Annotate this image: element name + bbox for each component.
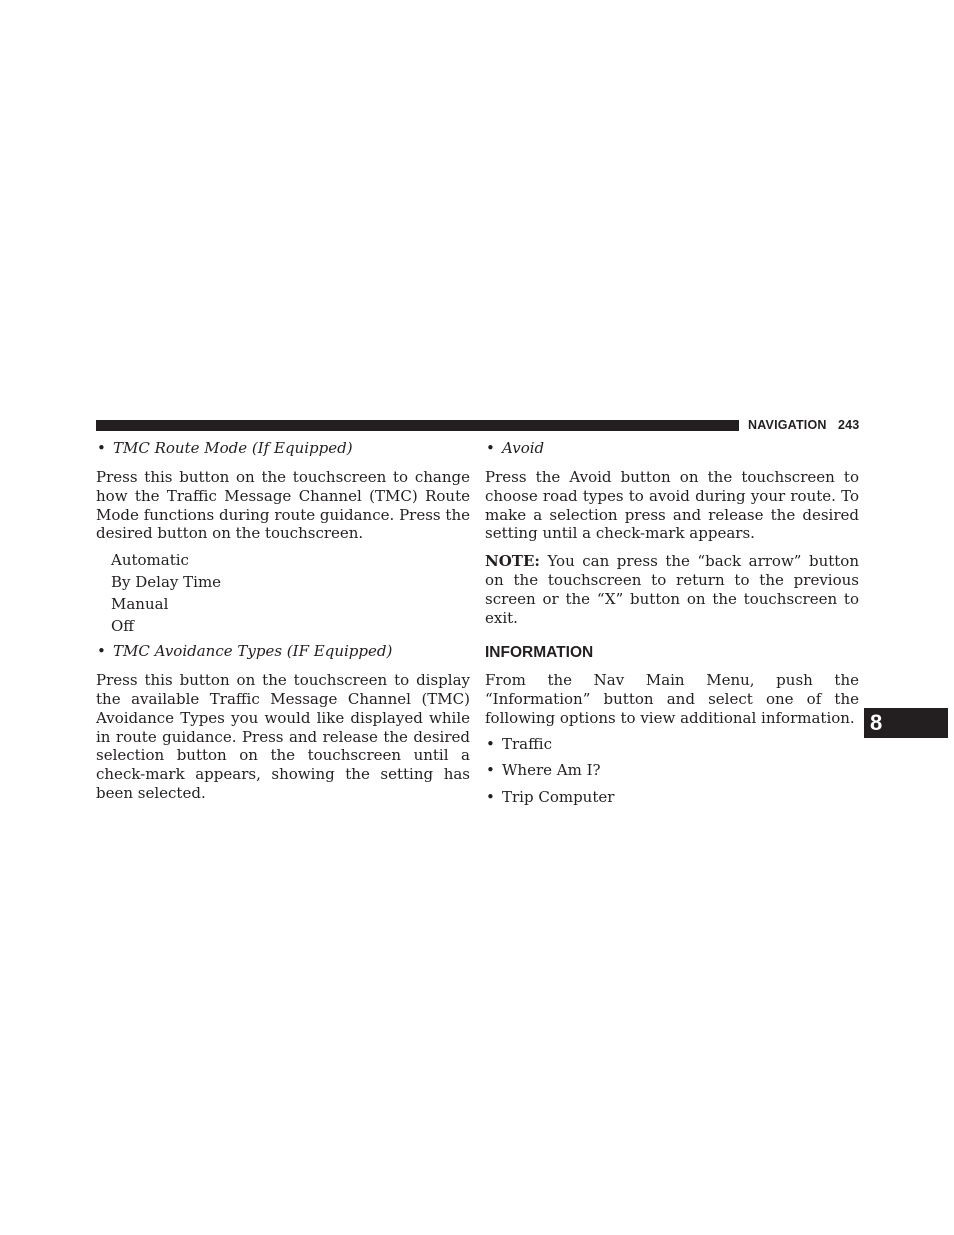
chapter-tab: 8 [864, 708, 948, 738]
route-option: Manual [111, 595, 169, 614]
route-option: Automatic [111, 551, 189, 570]
note-paragraph [485, 552, 859, 627]
route-option: Off [111, 617, 134, 636]
avoid-body: Press the Avoid button on the touchscreen to choose road types to avoid during your route. To make a selection press and release the desired setting until a check-mark appears. [485, 468, 859, 543]
list-item: • Where Am I? [485, 761, 859, 780]
avoid-heading: • Avoid [485, 439, 859, 458]
header-rule [96, 420, 739, 431]
information-heading: INFORMATION [485, 644, 594, 662]
route-mode-body: Press this button on the touchscreen to change how the Traffic Message Channel (TMC) Route Mode functions during route guidance. Press the desired button on the touchscreen. [96, 468, 470, 543]
route-option: By Delay Time [111, 573, 222, 592]
information-body: From the Nav Main Menu, push the “Information” button and select one of the following options to view additional information. [485, 671, 859, 727]
list-item: • Traffic [485, 735, 859, 754]
avoidance-types-heading: • TMC Avoidance Types (IF Equipped) [96, 642, 470, 661]
page-number: 243 [838, 418, 860, 432]
list-item: • Trip Computer [485, 788, 859, 807]
note-text: You can press the “back arrow” button on the touchscreen to return to the previous screen or the “X” button on the touchscreen to exit. [485, 552, 859, 627]
right-column [485, 436, 859, 814]
note-label: NOTE: [485, 552, 540, 571]
avoidance-types-body: Press this button on the touchscreen to display the available Traffic Message Channel (TMC) Avoidance Types you would like displayed while in route guidance. Press and release the desired selection button on the touchscreen until a check-mark appears, showing the setting has been selected. [96, 671, 470, 802]
section-title: NAVIGATION [748, 418, 827, 432]
left-column [96, 436, 470, 803]
route-mode-heading: • TMC Route Mode (If Equipped) [96, 439, 470, 458]
